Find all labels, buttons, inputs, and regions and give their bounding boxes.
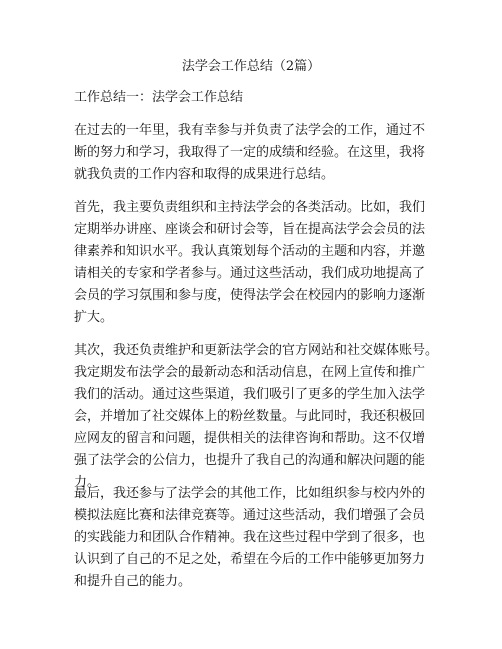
paragraph-line: 的实践能力和团队合作精神。我在这些过程中学到了很多，也 bbox=[74, 530, 426, 545]
paragraph-line: 应网友的留言和问题，提供相关的法律咨询和帮助。这不仅增 bbox=[74, 431, 426, 446]
paragraph-line: 会员的学习氛围和参与度，使得法学会在校园内的影响力逐渐 bbox=[74, 288, 426, 303]
paragraph-line: 扩大。 bbox=[74, 310, 114, 325]
paragraph-line: 就我负责的工作内容和取得的成果进行总结。 bbox=[74, 167, 335, 182]
paragraph-last bbox=[74, 483, 436, 593]
paragraph-first bbox=[74, 197, 436, 329]
paragraph-line: 在过去的一年里，我有幸参与并负责了法学会的工作，通过不 bbox=[74, 123, 426, 138]
paragraph-line: 会，并增加了社交媒体上的粉丝数量。与此同时，我还积极回 bbox=[74, 409, 426, 424]
paragraph-line: 断的努力和学习，我取得了一定的成绩和经验。在这里，我将 bbox=[74, 145, 426, 160]
section-heading: 工作总结一：法学会工作总结 bbox=[74, 90, 244, 105]
paragraph-line: 力。 bbox=[74, 475, 101, 490]
paragraph-line: 律素养和知识水平。我认真策划每个活动的主题和内容，并邀 bbox=[74, 244, 426, 259]
paragraph-line: 和提升自己的能力。 bbox=[74, 574, 192, 589]
paragraph-line: 首先，我主要负责组织和主持法学会的各类活动。比如，我们 bbox=[74, 200, 426, 215]
paragraph-line: 强了法学会的公信力，也提升了我自己的沟通和解决问题的能 bbox=[74, 453, 426, 468]
paragraph-line: 最后，我还参与了法学会的其他工作，比如组织参与校内外的 bbox=[74, 486, 426, 501]
paragraph-second bbox=[74, 340, 439, 494]
paragraph-line: 认识到了自己的不足之处，希望在今后的工作中能够更加努力 bbox=[74, 552, 426, 567]
paragraph-line: 其次，我还负责维护和更新法学会的官方网站和社交媒体账号。 bbox=[74, 343, 439, 358]
paragraph-line: 我们的活动。通过这些渠道，我们吸引了更多的学生加入法学 bbox=[74, 387, 426, 402]
paragraph-line: 我定期发布法学会的最新动态和活动信息，在网上宣传和推广 bbox=[74, 365, 426, 380]
paragraph-line: 模拟法庭比赛和法律竞赛等。通过这些活动，我们增强了会员 bbox=[74, 508, 426, 523]
document-title: 法学会工作总结（2篇） bbox=[181, 59, 321, 74]
paragraph-line: 定期举办讲座、座谈会和研讨会等，旨在提高法学会会员的法 bbox=[74, 222, 426, 237]
paragraph-line: 请相关的专家和学者参与。通过这些活动，我们成功地提高了 bbox=[74, 266, 426, 281]
paragraph-intro bbox=[74, 120, 436, 186]
